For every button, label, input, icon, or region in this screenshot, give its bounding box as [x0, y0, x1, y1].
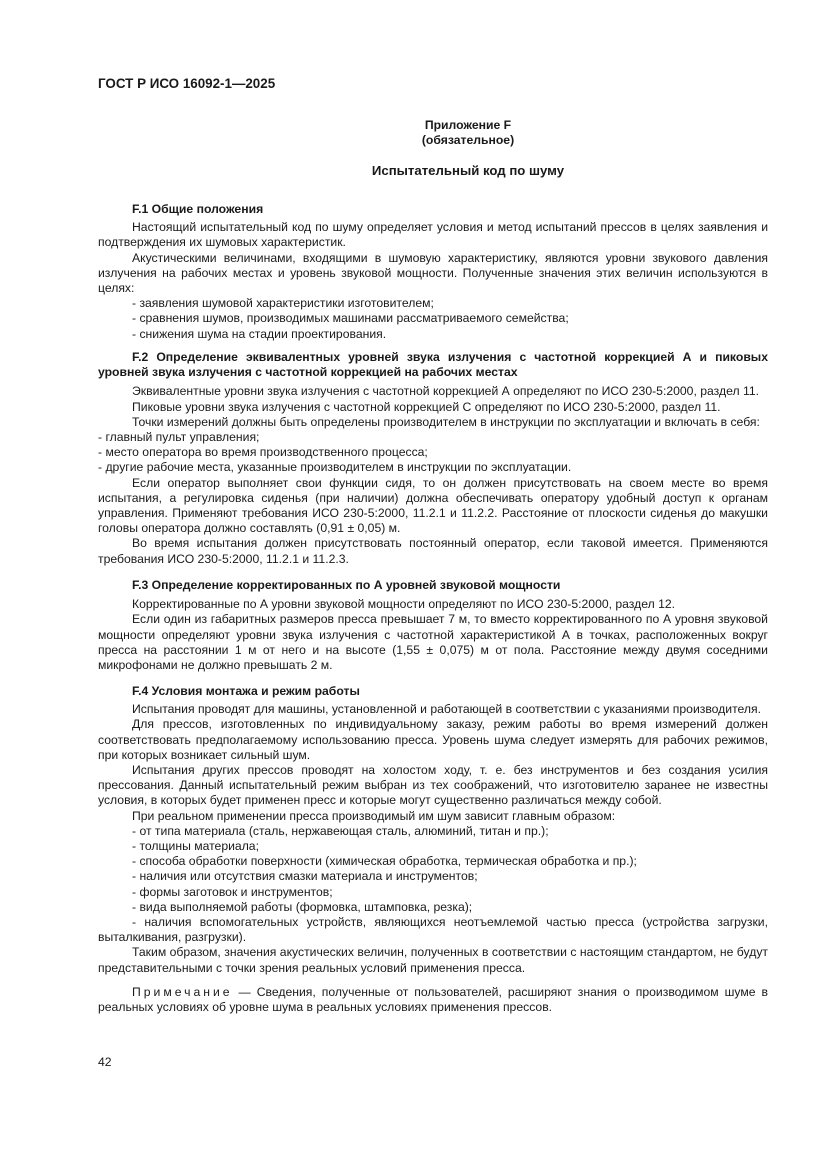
note-label: Примечание: [132, 984, 233, 999]
section-f3-paragraph-2: Если один из габаритных размеров пресса превышает 7 м, то вместо корректированного по А уровня звуковой мощности определяют уровни звука излучения с частотной характеристикой А в точках, расположенных вокруг пресса на расстоянии 1 м от него и на высоте (1,55 ± 0,075) м от пола. Расстояние между двумя соседними микрофонами не должно превышать 2 м.: [98, 612, 768, 673]
list-item: - сравнения шумов, производимых машинами рассматриваемого семейства;: [132, 311, 569, 326]
section-f1-paragraph-1: Настоящий испытательный код по шуму определяет условия и метод испытаний прессов в целях заявления и подтверждения их шумовых характеристик.: [98, 220, 768, 250]
section-f2-paragraph-3: Точки измерений должны быть определены производителем в инструкции по эксплуатации и включать в себя:: [132, 414, 760, 429]
annex-name: Приложение F: [424, 118, 512, 132]
list-item: - толщины материала;: [132, 839, 259, 854]
list-item: - место оператора во время производственного процесса;: [98, 445, 428, 460]
annex-title: Испытательный код по шуму: [371, 163, 565, 178]
note-text: — Сведения, полученные от пользователей, расширяют знания о производимом шуме в реальных условиях об уровне шума в реальных условиях применения прессов.: [98, 984, 768, 1015]
annex-status: (обязательное): [421, 133, 515, 147]
note: [98, 985, 768, 1015]
list-item: - главный пульт управления;: [98, 430, 260, 445]
list-item: - формы заготовок и инструментов;: [132, 884, 333, 899]
list-item: - вида выполняемой работы (формовка, штамповка, резка);: [132, 899, 473, 914]
annex-block: [98, 118, 768, 148]
section-f4: [98, 684, 768, 1015]
section-f2-paragraph-2: Пиковые уровни звука излучения с частотной коррекцией С определяют по ИСО 230-5:2000, раздел 11.: [132, 399, 721, 414]
list-item: - заявления шумовой характеристики изготовителем;: [132, 296, 434, 311]
section-f4-paragraph-1: Испытания проводят для машины, установленной и работающей в соответствии с указаниями производителя.: [132, 702, 762, 717]
annex-title-block: [98, 163, 768, 178]
section-f4-paragraph-5: Таким образом, значения акустических величин, полученных в соответствии с настоящим стандартом, не будут представительными с точки зрения реальных условий применения пресса.: [98, 945, 768, 975]
section-f2-heading: F.2 Определение эквивалентных уровней звука излучения с частотной коррекцией А и пиковых уровней звука излучения с частотной коррекцией на рабочих местах: [98, 350, 768, 380]
section-f2-paragraph-1: Эквивалентные уровни звука излучения с частотной коррекцией А определяют по ИСО 230-5:2000, раздел 11.: [132, 384, 759, 399]
section-f3-paragraph-1: Корректированные по А уровни звуковой мощности определяют по ИСО 230-5:2000, раздел 12.: [132, 597, 676, 612]
list-item: - наличия или отсутствия смазки материала и инструментов;: [132, 869, 478, 884]
section-f4-paragraph-2: Для прессов, изготовленных по индивидуальному заказу, режим работы во время измерений должен соответствовать предполагаемому использованию пресса. Уровень шума следует измерять для рабочих режимов, при которых возникает сильный шум.: [98, 717, 768, 762]
section-f2: [98, 350, 768, 567]
list-item: - от типа материала (сталь, нержавеющая сталь, алюминий, титан и пр.);: [132, 823, 549, 838]
section-f2-paragraph-4: Если оператор выполняет свои функции сидя, то он должен присутствовать на своем месте во время испытания, а регулировка сиденья (при наличии) должна обеспечивать оператору удобный доступ к органам управления. Применяют требования ИСО 230-5:2000, 11.2.1 и 11.2.2. Расстояние от плоскости сиденья до макушки головы оператора должно составлять (0,91 ± 0,05) м.: [98, 475, 768, 536]
section-f4-heading: F.4 Условия монтажа и режим работы: [132, 684, 360, 698]
section-f1-paragraph-2: Акустическими величинами, входящими в шумовую характеристику, являются уровни звукового давления излучения на рабочих местах и уровень звуковой мощности. Полученные значения этих величин используются в целях:: [98, 250, 768, 296]
list-item: - способа обработки поверхности (химическая обработка, термическая обработка и пр.);: [132, 854, 637, 869]
document-id: ГОСТ Р ИСО 16092-1—2025: [98, 76, 276, 91]
section-f1-heading: F.1 Общие положения: [132, 202, 264, 216]
section-f2-paragraph-5: Во время испытания должен присутствовать постоянный оператор, если таковой имеется. Применяются требования ИСО 230-5:2000, 11.2.1 и 11.2.3.: [98, 536, 768, 566]
section-f4-paragraph-3: Испытания других прессов проводят на холостом ходу, т. е. без инструментов и без создания усилия прессования. Данный испытательный режим выбран из тех соображений, что изготовителю заранее не известны условия, в которых будет применен пресс и которые могут существенно различаться между собой.: [98, 763, 768, 808]
page-number: 42: [98, 1055, 112, 1069]
list-item: - наличия вспомогательных устройств, являющихся неотъемлемой частью пресса (устройства загрузки, выталкивания, разгрузки).: [98, 915, 768, 945]
section-f3-heading: F.3 Определение корректированных по А уровней звуковой мощности: [132, 578, 561, 592]
section-f4-paragraph-4: При реальном применении пресса производимый им шум зависит главным образом:: [132, 808, 616, 823]
section-f1: [98, 202, 768, 342]
list-item: - снижения шума на стадии проектирования.: [132, 326, 387, 341]
list-item: - другие рабочие места, указанные производителем в инструкции по эксплуатации.: [98, 460, 572, 475]
annex-heading: [168, 118, 768, 148]
section-f3: [98, 578, 768, 673]
